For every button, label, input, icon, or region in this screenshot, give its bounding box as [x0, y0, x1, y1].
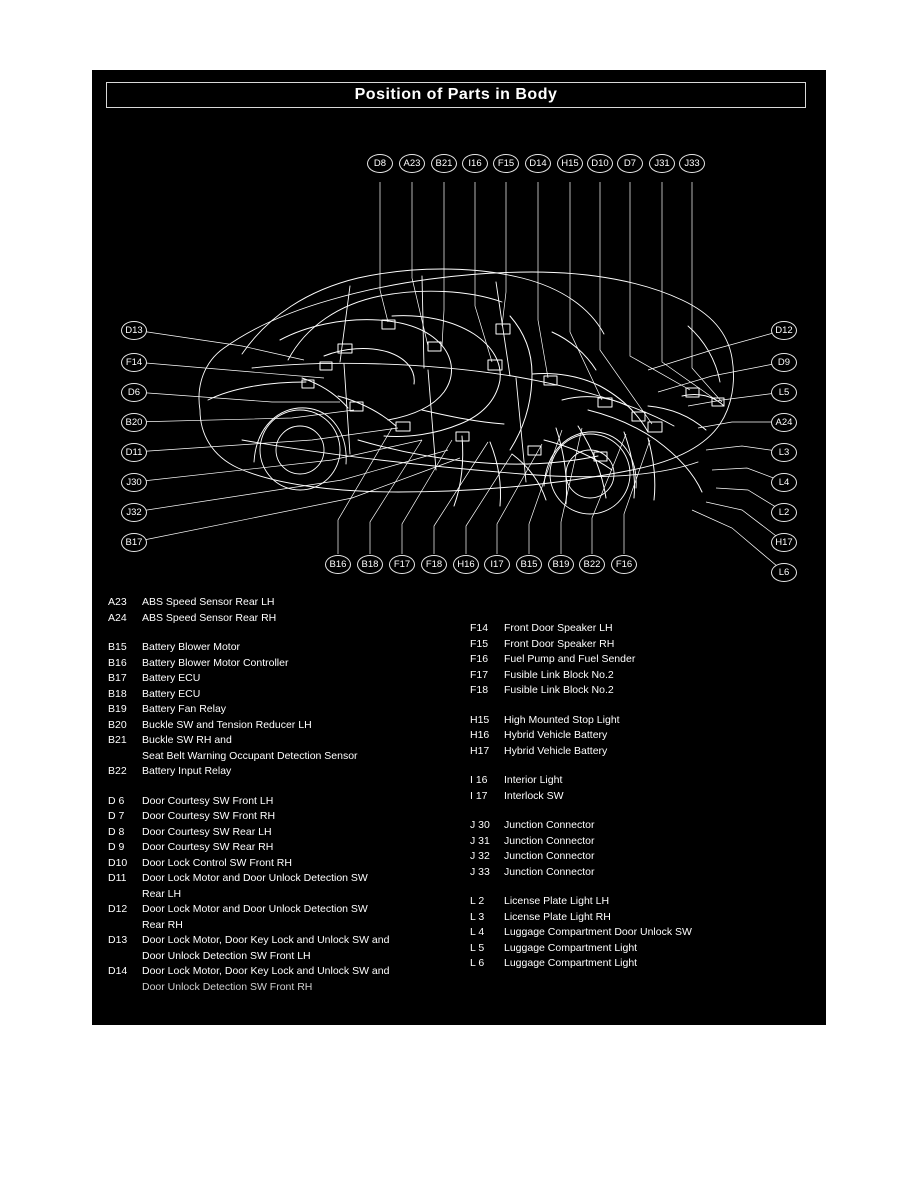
legend-code: A23	[108, 596, 127, 608]
callout-d14[interactable]: D14	[525, 154, 551, 173]
legend-desc: Battery ECU	[142, 687, 201, 700]
legend-desc	[142, 933, 460, 964]
legend-code: F16	[470, 653, 489, 665]
legend-desc: Door Courtesy SW Rear LH	[142, 825, 272, 838]
legend-entry	[108, 702, 460, 718]
legend-code: D12	[108, 903, 128, 915]
legend-entry	[470, 744, 810, 760]
parts-legend	[92, 595, 826, 1015]
legend-entry	[470, 849, 810, 865]
callout-d7[interactable]: D7	[617, 154, 643, 173]
callout-l2[interactable]: L2	[771, 503, 797, 522]
legend-desc	[142, 871, 460, 902]
legend-code: D14	[108, 965, 128, 977]
legend-desc	[142, 902, 460, 933]
legend-code: D 9	[108, 841, 125, 853]
callout-j31[interactable]: J31	[649, 154, 675, 173]
legend-entry	[108, 687, 460, 703]
legend-code: H16	[470, 729, 490, 741]
legend-code: F17	[470, 668, 489, 681]
callout-b18[interactable]: B18	[357, 555, 383, 574]
legend-code: B21	[108, 734, 127, 746]
callout-f16[interactable]: F16	[611, 555, 637, 574]
legend-entry	[108, 733, 460, 764]
legend-desc: Door Courtesy SW Front RH	[142, 810, 276, 822]
legend-code: H15	[470, 713, 490, 726]
legend-desc: Front Door Speaker LH	[504, 622, 613, 634]
legend-desc: ABS Speed Sensor Rear RH	[142, 611, 277, 624]
callout-h16[interactable]: H16	[453, 555, 479, 574]
legend-desc-line1: Door Lock Motor and Door Unlock Detection SW	[142, 903, 368, 915]
legend-desc-line2: Door Unlock Detection SW Front LH	[142, 949, 311, 962]
page-title: Position of Parts in Body	[354, 86, 558, 103]
legend-code: L 6	[470, 957, 485, 969]
callout-b15[interactable]: B15	[516, 555, 542, 574]
legend-code: B18	[108, 687, 127, 700]
callout-d11[interactable]: D11	[121, 443, 147, 462]
legend-desc: License Plate Light RH	[504, 910, 611, 923]
legend-desc: Buckle SW and Tension Reducer LH	[142, 718, 312, 731]
legend-entry	[470, 773, 810, 789]
callout-b22[interactable]: B22	[579, 555, 605, 574]
legend-entry	[108, 640, 460, 656]
callout-b17[interactable]: B17	[121, 533, 147, 552]
legend-entry	[108, 794, 460, 810]
callout-f14[interactable]: F14	[121, 353, 147, 372]
callout-h17[interactable]: H17	[771, 533, 797, 552]
legend-desc-line1: Door Lock Motor, Door Key Lock and Unlock SW and	[142, 934, 390, 946]
legend-entry	[108, 840, 460, 856]
legend-entry	[470, 925, 810, 941]
legend-desc-line1: Door Lock Motor, Door Key Lock and Unlock SW and	[142, 965, 390, 977]
callout-j32[interactable]: J32	[121, 503, 147, 522]
callout-l3[interactable]: L3	[771, 443, 797, 462]
legend-code: L 3	[470, 910, 485, 923]
legend-desc: Interior Light	[504, 774, 563, 786]
legend-desc: High Mounted Stop Light	[504, 713, 620, 726]
legend-entry	[108, 718, 460, 734]
legend-code: B22	[108, 765, 127, 777]
legend-code: H17	[470, 744, 490, 757]
legend-desc-line2: Door Unlock Detection SW Front RH	[142, 980, 313, 993]
legend-desc: Junction Connector	[504, 819, 595, 831]
legend-entry	[470, 789, 810, 805]
legend-entry	[108, 611, 460, 627]
callout-a23[interactable]: A23	[399, 154, 425, 173]
legend-column-left	[108, 595, 460, 995]
legend-desc: Hybrid Vehicle Battery	[504, 744, 608, 757]
legend-desc: ABS Speed Sensor Rear LH	[142, 596, 275, 608]
legend-desc: Battery Blower Motor	[142, 641, 241, 653]
legend-entry	[108, 764, 460, 780]
callout-f17[interactable]: F17	[389, 555, 415, 574]
legend-entry	[108, 933, 460, 964]
legend-desc-line1: Buckle SW RH and	[142, 734, 232, 746]
legend-desc: Door Lock Control SW Front RH	[142, 856, 292, 869]
legend-code: L 5	[470, 941, 485, 954]
legend-code: D 6	[108, 794, 125, 807]
legend-desc-line1: Door Lock Motor and Door Unlock Detection SW	[142, 872, 368, 884]
callout-f15[interactable]: F15	[493, 154, 519, 173]
legend-code: F14	[470, 622, 489, 634]
legend-code: B19	[108, 703, 127, 715]
legend-desc: Fuel Pump and Fuel Sender	[504, 653, 636, 665]
legend-code: F18	[470, 684, 489, 696]
diagram-sheet	[92, 70, 826, 1025]
legend-entry	[108, 809, 460, 825]
callout-d9[interactable]: D9	[771, 353, 797, 372]
legend-desc: Battery ECU	[142, 672, 201, 684]
callout-l4[interactable]: L4	[771, 473, 797, 492]
legend-entry	[470, 865, 810, 881]
legend-code: I 17	[470, 789, 488, 802]
sheet-title-bar	[106, 82, 806, 108]
legend-code: B15	[108, 641, 127, 653]
legend-entry	[470, 910, 810, 926]
vehicle-body-diagram	[92, 110, 826, 590]
legend-entry	[470, 683, 810, 699]
legend-code: L 4	[470, 926, 485, 938]
legend-desc: Battery Input Relay	[142, 765, 232, 777]
legend-entry	[108, 656, 460, 672]
legend-column-right	[470, 595, 810, 972]
legend-desc: Door Courtesy SW Rear RH	[142, 841, 274, 853]
legend-code: J 32	[470, 850, 490, 862]
legend-code: B17	[108, 672, 127, 684]
legend-desc: Junction Connector	[504, 865, 595, 878]
legend-entry	[108, 964, 460, 995]
callout-i17[interactable]: I17	[484, 555, 510, 574]
callout-j33[interactable]: J33	[679, 154, 705, 173]
legend-entry	[470, 941, 810, 957]
legend-code: B16	[108, 656, 127, 669]
legend-desc: Fusible Link Block No.2	[504, 668, 614, 681]
callout-d12[interactable]: D12	[771, 321, 797, 340]
vehicle-outline-svg	[92, 110, 826, 590]
legend-desc	[142, 733, 460, 764]
legend-code: D10	[108, 856, 128, 869]
callout-d8[interactable]: D8	[367, 154, 393, 173]
legend-desc-line2: Rear LH	[142, 887, 182, 900]
legend-desc: Door Courtesy SW Front LH	[142, 794, 274, 807]
legend-entry	[470, 621, 810, 637]
legend-desc: Hybrid Vehicle Battery	[504, 729, 608, 741]
legend-entry	[108, 856, 460, 872]
legend-code: I 16	[470, 774, 488, 786]
legend-entry	[470, 713, 810, 729]
legend-entry	[108, 595, 460, 611]
legend-desc-line2: Rear RH	[142, 918, 183, 931]
legend-code: B20	[108, 718, 127, 731]
legend-entry	[470, 637, 810, 653]
legend-entry	[470, 652, 810, 668]
legend-desc: Battery Blower Motor Controller	[142, 656, 289, 669]
legend-desc: Luggage Compartment Light	[504, 957, 638, 969]
legend-entry	[470, 818, 810, 834]
callout-b19[interactable]: B19	[548, 555, 574, 574]
legend-entry	[108, 871, 460, 902]
legend-code: J 30	[470, 819, 490, 831]
legend-code: J 31	[470, 834, 490, 847]
callout-a24[interactable]: A24	[771, 413, 797, 432]
callout-b16[interactable]: B16	[325, 555, 351, 574]
legend-code: D 8	[108, 825, 125, 838]
legend-desc: Luggage Compartment Light	[504, 941, 638, 954]
legend-entry	[470, 956, 810, 972]
callout-d6[interactable]: D6	[121, 383, 147, 402]
legend-entry	[108, 671, 460, 687]
legend-desc: License Plate Light LH	[504, 895, 610, 907]
legend-desc-line2: Seat Belt Warning Occupant Detection Sensor	[142, 749, 358, 762]
legend-desc: Front Door Speaker RH	[504, 637, 615, 650]
callout-i16[interactable]: I16	[462, 154, 488, 173]
legend-entry	[470, 834, 810, 850]
callout-l6[interactable]: L6	[771, 563, 797, 582]
legend-code: D11	[108, 872, 127, 884]
legend-entry	[108, 902, 460, 933]
legend-entry	[470, 894, 810, 910]
legend-code: A24	[108, 611, 127, 624]
legend-desc: Interlock SW	[504, 789, 564, 802]
legend-code: J 33	[470, 865, 490, 878]
legend-code: L 2	[470, 895, 485, 907]
legend-code: D 7	[108, 810, 125, 822]
legend-code: D13	[108, 934, 128, 946]
callout-j30[interactable]: J30	[121, 473, 147, 492]
callout-b21[interactable]: B21	[431, 154, 457, 173]
legend-entry	[470, 728, 810, 744]
callout-h15[interactable]: H15	[557, 154, 583, 173]
legend-entry	[108, 825, 460, 841]
callout-l5[interactable]: L5	[771, 383, 797, 402]
legend-desc: Battery Fan Relay	[142, 703, 227, 715]
callout-d13[interactable]: D13	[121, 321, 147, 340]
legend-desc: Luggage Compartment Door Unlock SW	[504, 926, 692, 938]
legend-desc: Junction Connector	[504, 850, 595, 862]
legend-desc	[142, 964, 460, 995]
legend-entry	[470, 668, 810, 684]
legend-desc: Fusible Link Block No.2	[504, 684, 614, 696]
callout-b20[interactable]: B20	[121, 413, 147, 432]
callout-d10[interactable]: D10	[587, 154, 613, 173]
callout-f18[interactable]: F18	[421, 555, 447, 574]
legend-desc: Junction Connector	[504, 834, 595, 847]
legend-code: F15	[470, 637, 489, 650]
